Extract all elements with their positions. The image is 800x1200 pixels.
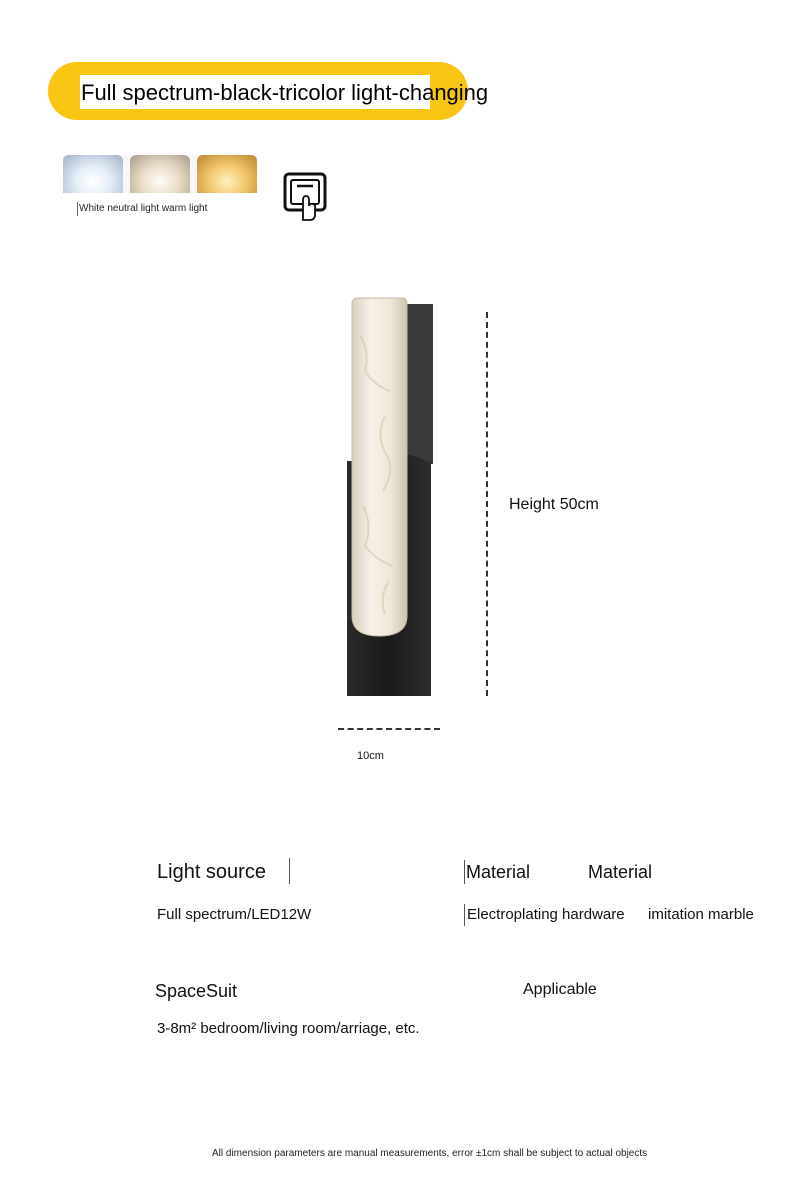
material-value-secondary: imitation marble xyxy=(648,906,754,923)
width-label: 10cm xyxy=(357,750,384,762)
width-dimension-line xyxy=(338,728,440,730)
space-value: 3-8m² bedroom/living room/arriage, etc. xyxy=(157,1020,420,1037)
wall-lamp-illustration xyxy=(345,296,435,698)
material-value: Electroplating hardware xyxy=(467,906,625,923)
light-mode-label: White neutral light warm light xyxy=(79,203,208,214)
light-source-value: Full spectrum/LED12W xyxy=(157,906,312,923)
page-title: Full spectrum-black-tricolor light-changing xyxy=(81,80,489,105)
light-mode-swatches xyxy=(63,155,258,225)
divider xyxy=(464,904,465,926)
material-heading-secondary: Material xyxy=(588,862,653,882)
height-dimension-line xyxy=(486,312,488,696)
cool-white-swatch xyxy=(63,155,123,193)
neutral-white-swatch xyxy=(130,155,190,193)
material-heading: Material xyxy=(466,862,531,882)
height-label: Height 50cm xyxy=(509,496,599,513)
space-heading: SpaceSuit xyxy=(155,981,238,1001)
light-source-heading: Light source xyxy=(157,861,266,883)
warm-yellow-swatch xyxy=(197,155,257,193)
measurement-footnote: All dimension parameters are manual measurements, error ±1cm shall be subject to actual objects xyxy=(212,1148,648,1159)
divider xyxy=(464,860,465,884)
touch-switch-icon xyxy=(283,172,327,222)
divider xyxy=(289,858,290,884)
applicable-heading: Applicable xyxy=(523,981,597,998)
